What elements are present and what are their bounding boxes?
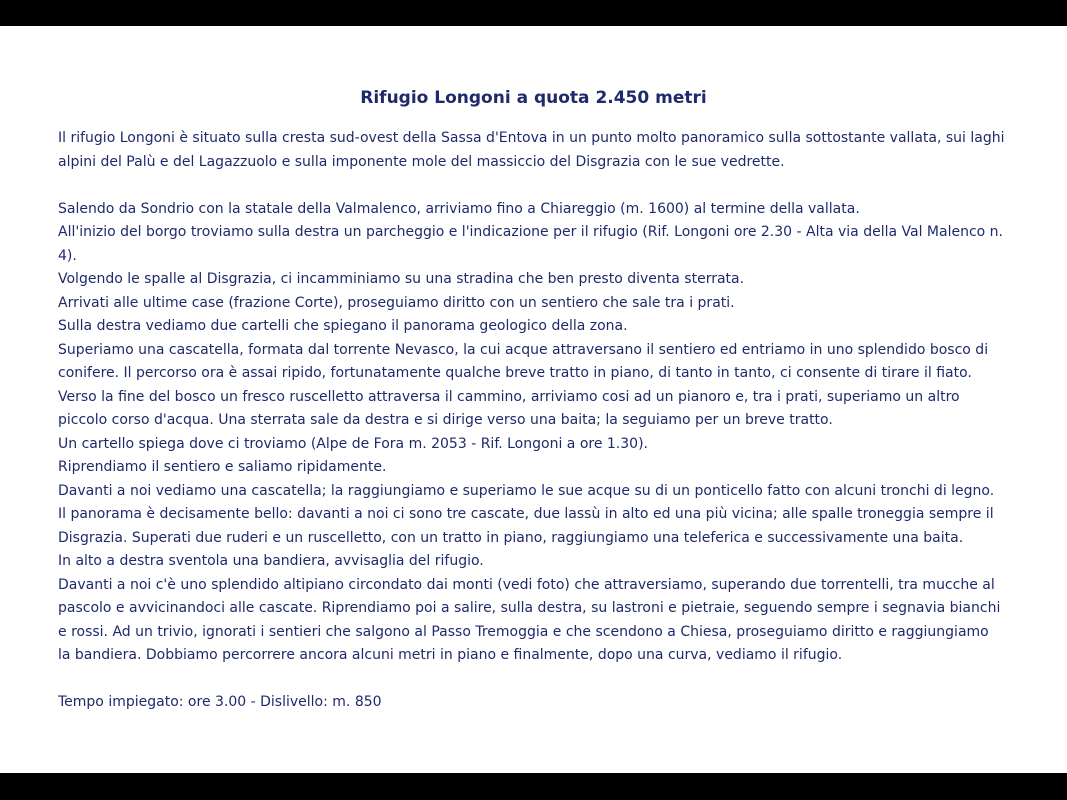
text-line: Davanti a noi c'è uno splendido altipiano circondato dai monti (vedi foto) che attraversiamo, superando due torrentelli, tra mucche al [58, 576, 995, 593]
paragraph-gap [58, 174, 1008, 198]
text-line: Arrivati alle ultime case (frazione Corte), proseguiamo diritto con un sentiero che sale tra i prati. [58, 294, 735, 311]
text-line: piccolo corso d'acqua. Una sterrata sale da destra e si dirige verso una baita; la seguiamo per un breve tratto. [58, 412, 833, 428]
page-title: Rifugio Longoni a quota 2.450 metri [360, 88, 707, 108]
text-line: Il rifugio Longoni è situato sulla cresta sud-ovest della Sassa d'Entova in un punto molto panoramico sulla sottostante vallata, sui laghi [58, 130, 1005, 146]
text-line: pascolo e avvicinandoci alle cascate. Riprendiamo poi a salire, sulla destra, su lastroni e pietraie, seguendo sempre i segnavia bianchi [58, 600, 1001, 616]
text-line: All'inizio del borgo troviamo sulla destra un parcheggio e l'indicazione per il rifugio (Rif. Longoni ore 2.30 - Alta via della Val Malenco n. [58, 224, 1003, 240]
document-body [58, 127, 1008, 715]
text-line: Il panorama è decisamente bello: davanti a noi ci sono tre cascate, due lassù in alto ed una più vicina; alle spalle troneggia sempre il [58, 506, 994, 522]
text-line: Superiamo una cascatella, formata dal torrente Nevasco, la cui acque attraversano il sentiero ed entriamo in uno splendido bosco di [58, 341, 989, 358]
text-line: Riprendiamo il sentiero e saliamo ripidamente. [58, 459, 387, 475]
text-line: Davanti a noi vediamo una cascatella; la raggiungiamo e superiamo le sue acque su di un ponticello fatto con alcuni tronchi di legno. [58, 482, 995, 499]
text-line: Tempo impiegato: ore 3.00 - Dislivello: m. 850 [58, 694, 382, 710]
text-line: Disgrazia. Superati due ruderi e un ruscelletto, con un tratto in piano, raggiungiamo una teleferica e successivamente una baita. [58, 529, 964, 546]
text-line: alpini del Palù e del Lagazzuolo e sulla imponente mole del massiccio del Disgrazia con le sue vedrette. [58, 153, 785, 170]
text-line: Un cartello spiega dove ci troviamo (Alpe de Fora m. 2053 - Rif. Longoni a ore 1.30). [58, 435, 648, 452]
document-page [0, 26, 1067, 773]
text-line: Volgendo le spalle al Disgrazia, ci incamminiamo su una stradina che ben presto diventa sterrata. [58, 271, 745, 287]
text-line: la bandiera. Dobbiamo percorrere ancora alcuni metri in piano e finalmente, dopo una curva, vediamo il rifugio. [58, 647, 843, 663]
text-line: 4). [58, 247, 77, 264]
text-line: Sulla destra vediamo due cartelli che spiegano il panorama geologico della zona. [58, 318, 628, 334]
paragraph-gap [58, 668, 1008, 692]
text-line: In alto a destra sventola una bandiera, avvisaglia del rifugio. [58, 553, 484, 569]
text-line: Salendo da Sondrio con la statale della Valmalenco, arriviamo fino a Chiareggio (m. 1600) al termine della vallata. [58, 200, 860, 217]
text-line: Verso la fine del bosco un fresco ruscelletto attraversa il cammino, arriviamo cosi ad un pianoro e, tra i prati, superiamo un altro [58, 388, 960, 405]
text-line: e rossi. Ad un trivio, ignorati i sentieri che salgono al Passo Tremoggia e che scendono a Chiesa, proseguiamo diritto e raggiungiamo [58, 623, 989, 640]
text-line: conifere. Il percorso ora è assai ripido, fortunatamente qualche breve tratto in piano, di tanto in tanto, ci consente di tirare il fiato. [58, 365, 972, 381]
